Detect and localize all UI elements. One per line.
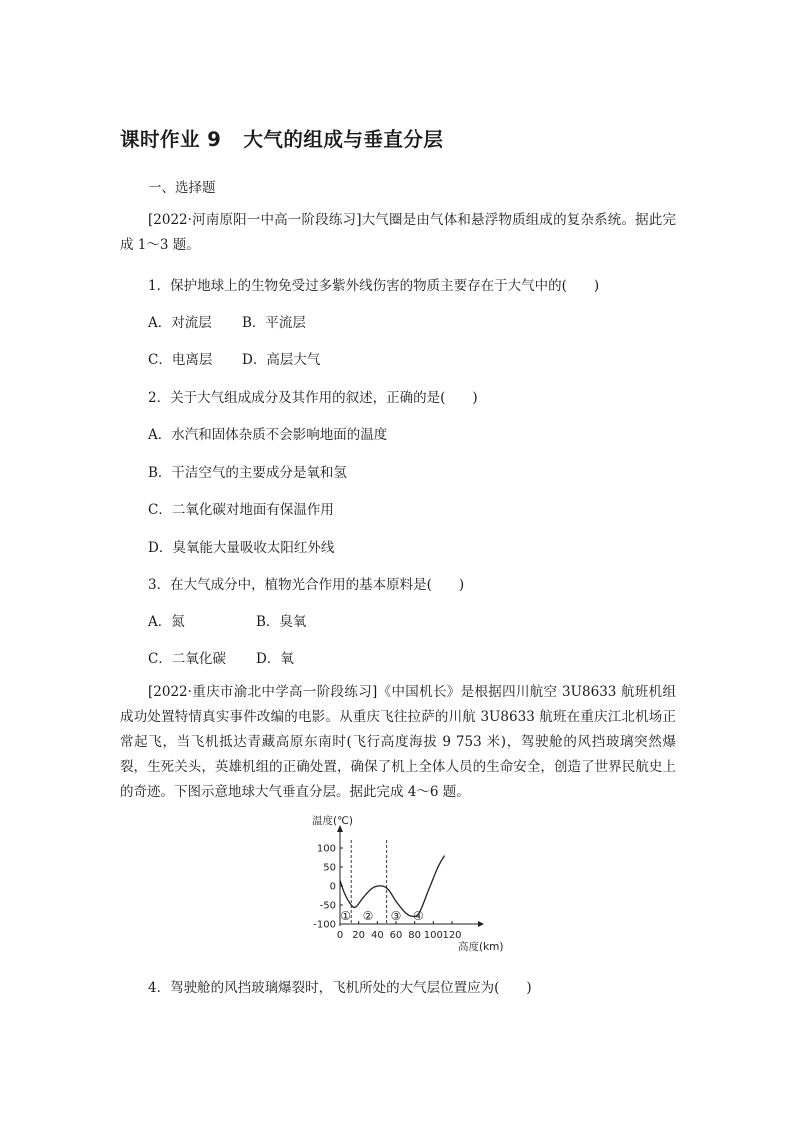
question-3-option-d: D．氧 — [256, 651, 294, 667]
x-tick-label: 100 — [423, 930, 443, 941]
temperature-curve — [340, 856, 445, 917]
question-2-option-a: A．水汽和固体杂质不会影响地面的温度 — [148, 427, 388, 443]
question-1-option-c: C．电离层 — [148, 352, 213, 368]
x-axis-label: 高度(km) — [458, 941, 504, 953]
intro-passage-2: [2022·重庆市渝北中学高一阶段练习]《中国机长》是根据四川航空 3U8633 航班机组成功处置特情真实事件改编的电影。从重庆飞往拉萨的川航 3U8633 航班在重庆江北机场正常起飞，当飞机抵达青藏高原东南时(飞行高度海拔 9 753 米)，驾驶舱的风挡玻璃突然爆裂，生死关头，英雄机组的正确处置，确保了机上全体人员的生命安全，创造了世界民航史上的奇迹。下图示意地球大气垂直分层。据此完成 4～6 题。 — [120, 684, 676, 800]
y-tick-label: 0 — [329, 881, 336, 893]
layer-label-2: ② — [362, 909, 374, 923]
intro-passage-1: [2022·河南原阳一中高一阶段练习]大气圈是由气体和悬浮物质组成的复杂系统。据此完成 1～3 题。 — [120, 212, 676, 253]
x-tick-label: 40 — [370, 930, 384, 941]
x-tick-label: 0 — [336, 930, 344, 941]
y-tick-label: -100 — [313, 919, 336, 931]
y-axis-label: 温度(℃) — [312, 815, 353, 827]
question-1-option-a: A．对流层 — [148, 315, 212, 331]
question-2-option-d: D．臭氧能大量吸收太阳红外线 — [148, 540, 335, 556]
atmosphere-temperature-chart — [300, 808, 530, 958]
question-2-option-b: B．干洁空气的主要成分是氧和氢 — [148, 465, 347, 481]
section-label: 一、选择题 — [148, 180, 216, 196]
question-1-stem: 1．保护地球上的生物免受过多紫外线伤害的物质主要存在于大气中的( ) — [148, 278, 600, 294]
y-tick-label: 50 — [323, 862, 336, 874]
x-tick-label: 60 — [389, 930, 403, 941]
x-axis-arrow — [478, 921, 484, 927]
question-1-option-b: B．平流层 — [242, 315, 306, 331]
question-3-option-a: A．氮 — [148, 614, 185, 630]
page-title — [120, 124, 443, 152]
question-3-stem: 3．在大气成分中，植物光合作用的基本原料是( ) — [148, 577, 465, 593]
y-tick-label: 100 — [316, 843, 336, 855]
layer-label-3: ③ — [390, 909, 402, 923]
x-tick-label: 80 — [408, 930, 422, 941]
x-tick-label: 20 — [352, 930, 366, 941]
question-2-option-c: C．二氧化碳对地面有保温作用 — [148, 502, 334, 518]
title-main: 大气的组成与垂直分层 — [243, 128, 444, 151]
layer-label-1: ① — [340, 909, 351, 923]
layer-label-4: ④ — [413, 909, 424, 923]
question-3-option-c: C．二氧化碳 — [148, 651, 226, 667]
y-tick-label: -50 — [319, 900, 336, 912]
question-1-option-d: D．高层大气 — [242, 352, 321, 368]
title-prefix: 课时作业 9 — [120, 128, 222, 151]
question-4-stem: 4．驾驶舱的风挡玻璃爆裂时，飞机所处的大气层位置应为( ) — [148, 980, 532, 996]
question-3-option-b: B．臭氧 — [256, 614, 307, 630]
question-2-stem: 2．关于大气组成成分及其作用的叙述，正确的是( ) — [148, 390, 478, 406]
x-tick-label: 120 — [442, 930, 462, 941]
